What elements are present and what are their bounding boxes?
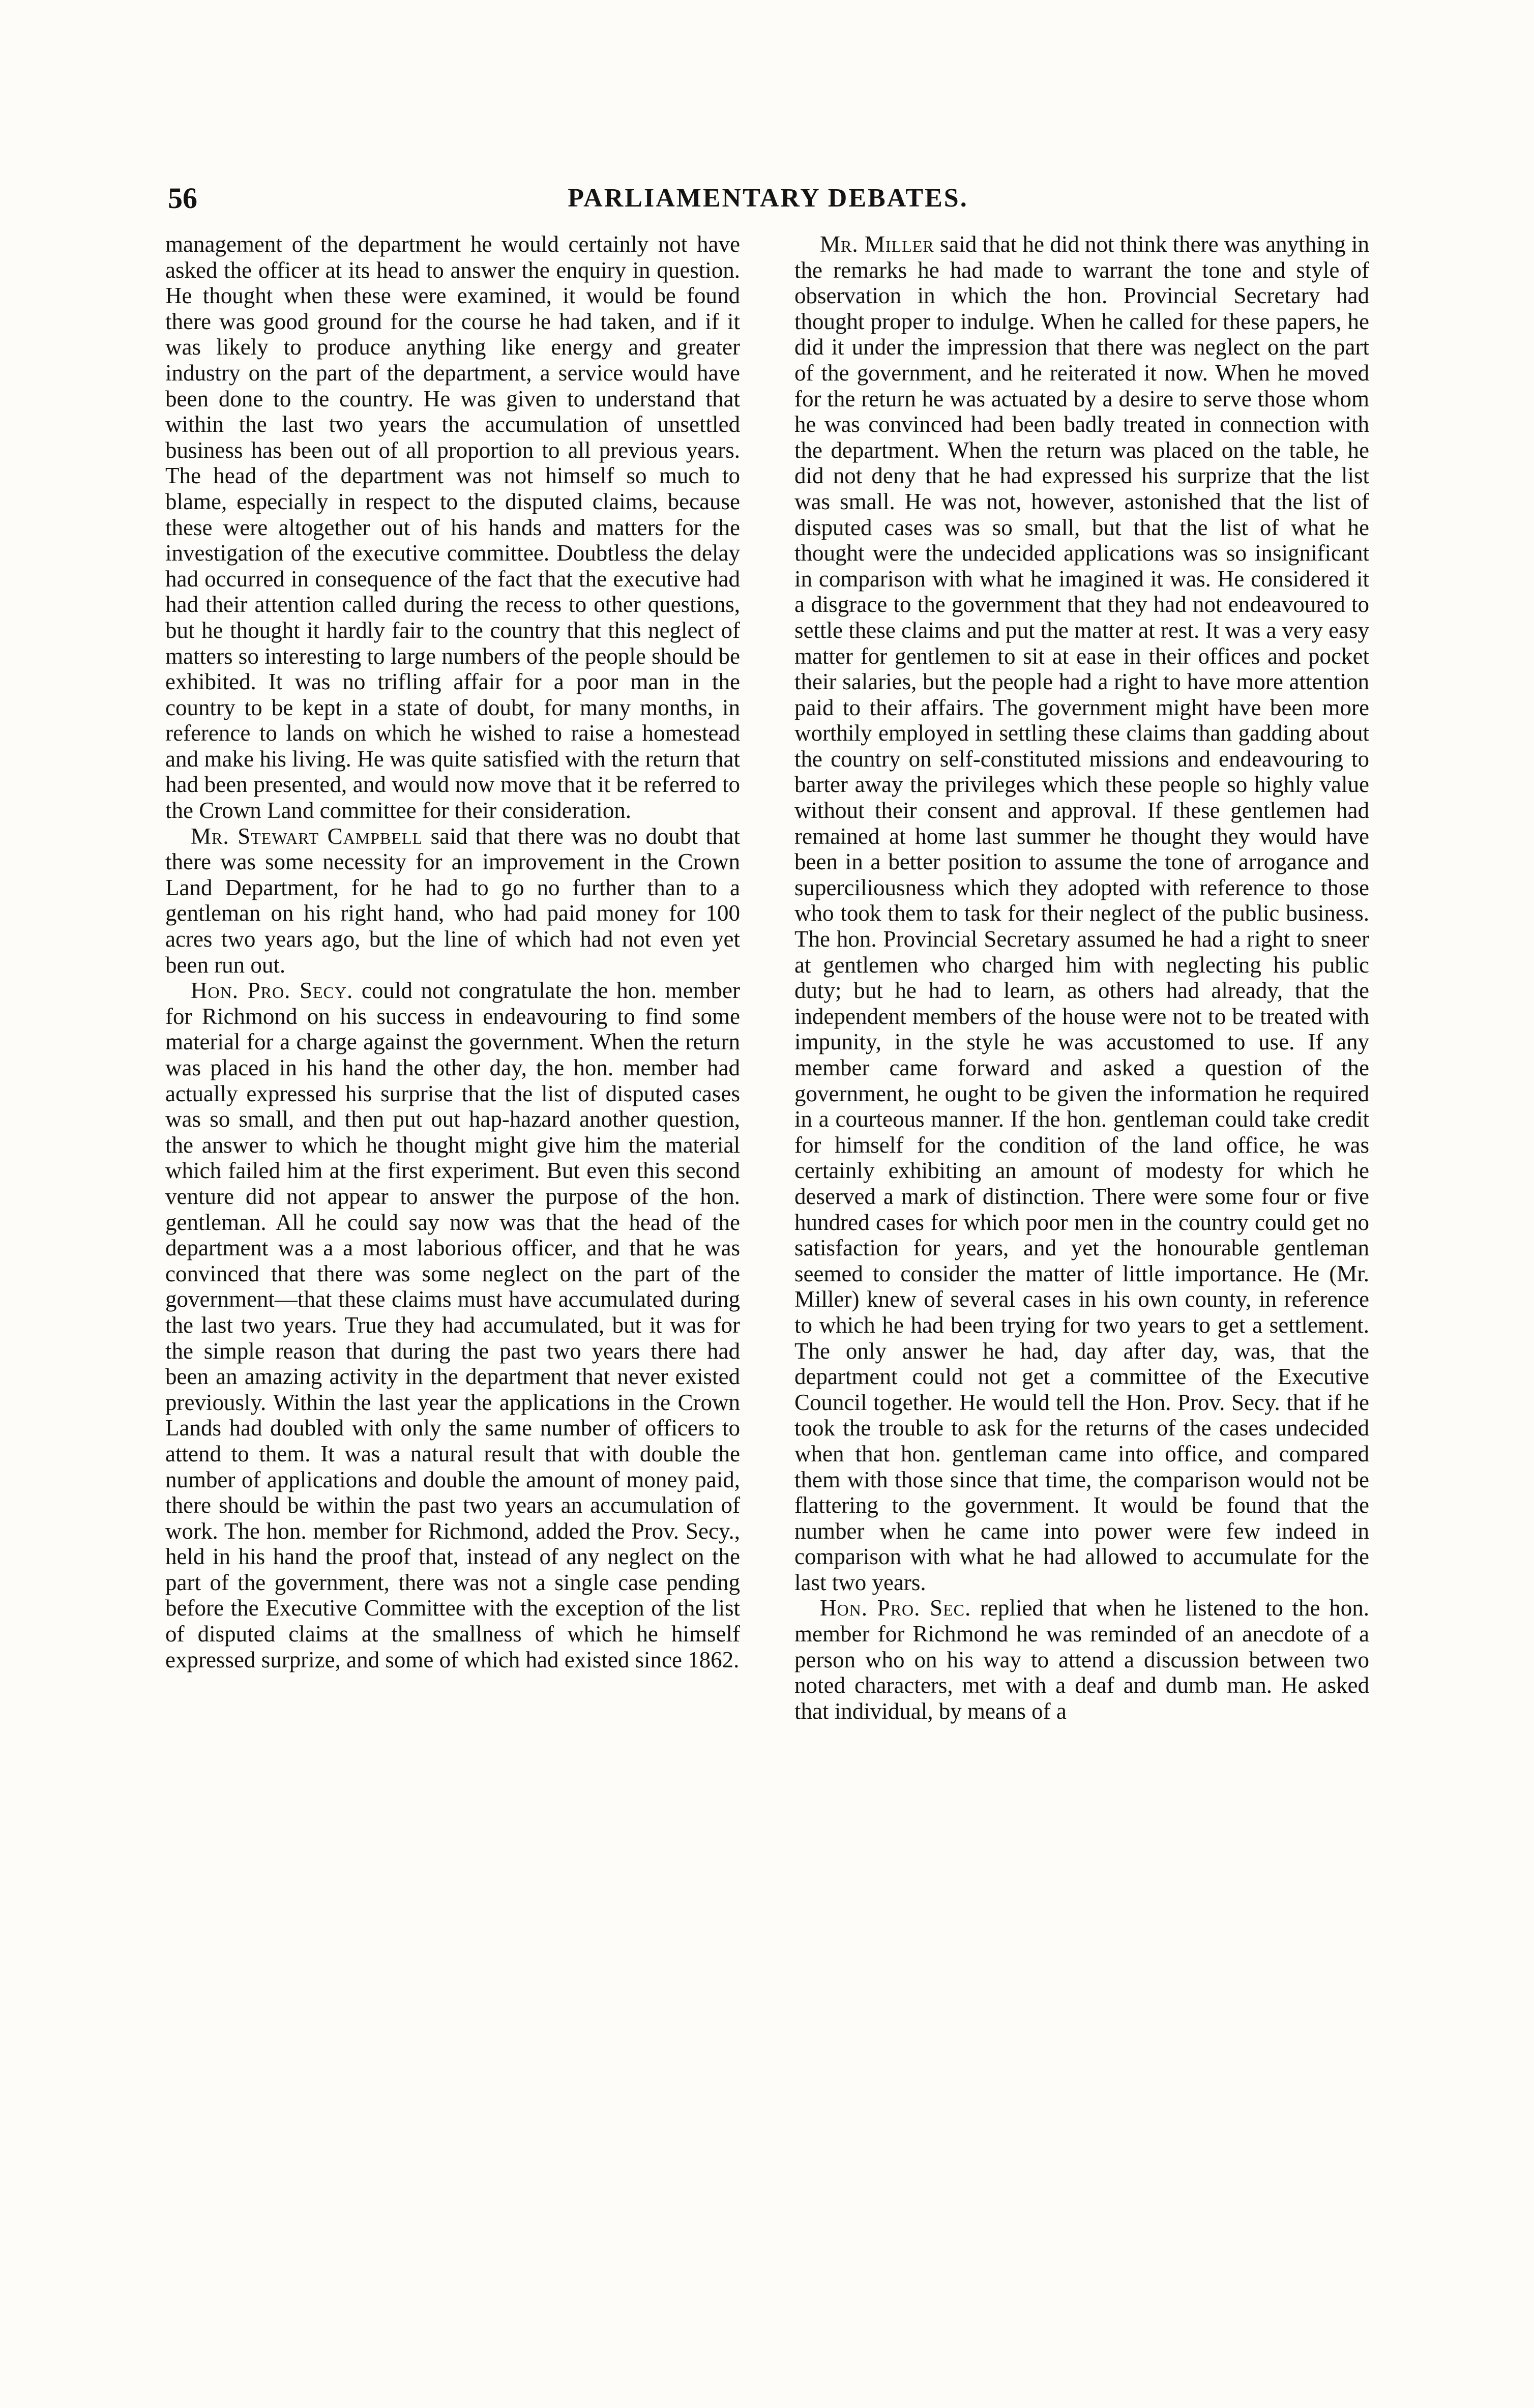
paragraph: management of the department he would certainly not have asked the officer at its head to answer the enquiry in question. He thought when these were examined, it would be found there was good ground for the course he had taken, and if it was likely to produce anything like energy and greater industry on the part of the department, a service would have been done to the country. He was given to understand that within the last two years the accumulation of unsettled business has been out of all proportion to all previous years. The head of the department was not himself so much to blame, especially in respect to the disputed claims, because these were altogether out of his hands and matters for the investigation of the executive committee. Doubtless the delay had occurred in consequence of the fact that the executive had had their attention called during the recess to other questions, but he thought it hardly fair to the country that this neglect of matters so interesting to large numbers of the people should be exhibited. It was no trifling affair for a poor man in the country to be kept in a state of doubt, for many months, in reference to lands on which he wished to raise a homestead and make his living. He was quite satisfied with the return that had been presented, and would now move that it be referred to the Crown Land committee for their consideration.	[165, 231, 740, 824]
paragraph	[165, 824, 740, 978]
speaker-name: Hon. Pro. Secy.	[191, 978, 353, 1004]
paragraph	[165, 978, 740, 1672]
speech-text: said that there was no doubt that there was some necessity for an improvement in the Crown Land Department, for he had to go no further than to a gentleman on his right hand, who had paid money for 100 acres two years ago, but the line of which had not even yet been run out.	[165, 823, 740, 978]
page-number: 56	[168, 182, 197, 215]
speaker-name: Mr. Stewart Campbell	[191, 823, 423, 849]
speech-text: replied that when he listened to the hon. member for Richmond he was reminded of an anecdote of a person who on his way to attend a discussion between two noted characters, met with a deaf and dumb man. He asked that individual, by means of a	[794, 1595, 1369, 1724]
paragraph	[794, 231, 1369, 1595]
speech-text: said that he did not think there was anything in the remarks he had made to warrant the tone and style of observation in which the hon. Provincial Secretary had thought proper to indulge. When he called for these papers, he did it under the impression that there was neglect on the part of the government, and he reiterated it now. When he moved for the return he was actuated by a desire to serve those whom he was convinced had been badly treated in connection with the department. When the return was placed on the table, he did not deny that he had expressed his surprize that the list was small. He was not, however, astonished that the list of disputed cases was so small, but that the list of what he thought were the undecided applications was so insignificant in comparison with what he imagined it was. He considered it a disgrace to the government that they had not endeavoured to settle these claims and put the matter at rest. It was a very easy matter for gentlemen to sit at ease in their offices and pocket their salaries, but the people had a right to have more attention paid to their affairs. The government might have been more worthily employed in settling these claims than gadding about the country on self-constituted missions and endeavouring to barter away the privileges which these people so highly value without their consent and approval. If these gentlemen had remained at home last summer he thought they would have been in a better position to assume the tone of arrogance and superciliousness which they adopted with reference to those who took them to task for their neglect of the public business. The hon. Provincial Secretary assumed he had a right to sneer at gentlemen who charged him with neglecting his public duty; but he had to learn, as others had already, that the independent members of the house were not to be treated with impunity, in the style he was accustomed to use. If any member came forward and asked a question of the government, he ought to be given the information he required in a courteous manner. If the hon. gentleman could take credit for himself for the condition of the land office, he was certainly exhibiting an amount of modesty for which he deserved a mark of distinction. There were some four or five hundred cases for which poor men in the country could get no satisfaction for years, and yet the honourable gentleman seemed to consider the matter of little importance. He (Mr. Miller) knew of several cases in his own county, in reference to which he had been trying for two years to get a settlement. The only answer he had, day after day, was, that the department could not get a committee of the Executive Council together. He would tell the Hon. Prov. Secy. that if he took the trouble to ask for the returns of the cases undecided when that hon. gentleman came into office, and compared them with those since that time, the comparison would not be flattering to the government. It would be found that the number when he came into power were few indeed in comparison with what he had allowed to accumulate for the last two years.	[794, 231, 1369, 1595]
speaker-name: Mr. Miller	[820, 231, 934, 257]
speaker-name: Hon. Pro. Sec.	[820, 1595, 971, 1621]
left-column	[165, 231, 740, 2281]
speech-text: could not congratulate the hon. member for Richmond on his success in endeavouring to find some material for a charge against the government. When the return was placed in his hand the other day, the hon. member had actually expressed his surprise that the list of disputed cases was so small, and then put out hap-hazard another question, the answer to which he thought might give him the material which failed him at the first experiment. But even this second venture did not appear to answer the purpose of the hon. gentleman. All he could say now was that the head of the department was a a most laborious officer, and that he was convinced that there was some neglect on the part of the government—that these claims must have accumulated during the last two years. True they had accumulated, but it was for the simple reason that during the past two years there had been an amazing activity in the department that never existed previously. Within the last year the applications in the Crown Lands had doubled with only the same number of officers to attend to them. It was a natural result that with double the number of applications and double the amount of money paid, there should be within the past two years an accumulation of work. The hon. member for Richmond, added the Prov. Secy., held in his hand the proof that, instead of any neglect on the part of the government, there was not a single case pending before the Executive Committee with the exception of the list of disputed claims at the smallness of which he himself expressed surprize, and some of which had existed since 1862.	[165, 978, 740, 1672]
paragraph	[794, 1595, 1369, 1724]
page-header	[168, 181, 1368, 216]
right-column	[794, 231, 1369, 2281]
running-head: PARLIAMENTARY DEBATES.	[568, 184, 968, 213]
